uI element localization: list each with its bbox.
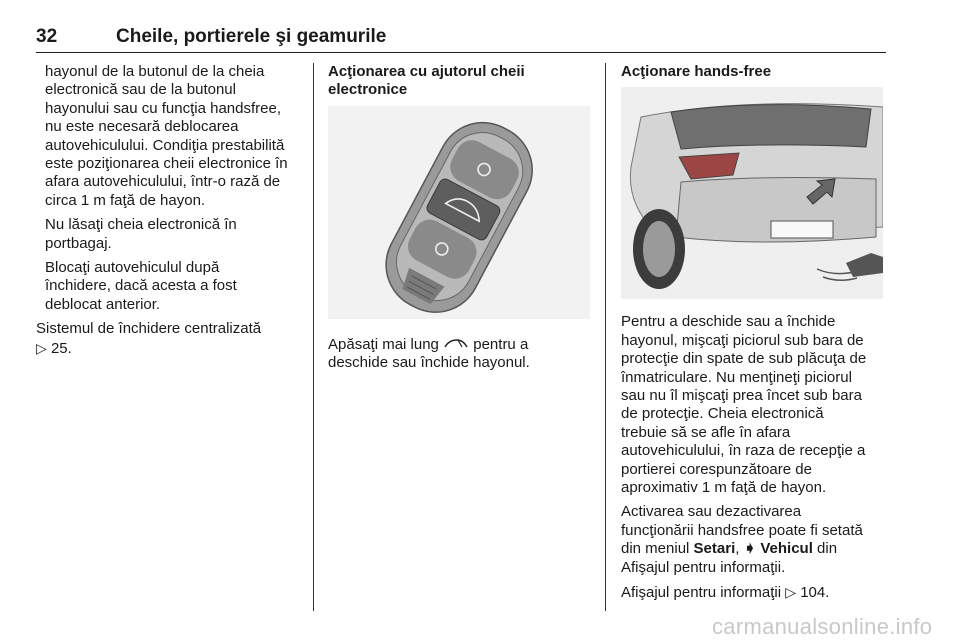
key-fob-icon — [328, 106, 590, 319]
column-divider — [605, 63, 606, 611]
menu-arrow-icon: ➧ — [743, 540, 757, 558]
reference-arrow-icon: ▷ — [36, 339, 47, 356]
hands-free-car-illustration — [621, 87, 883, 299]
reference-arrow-icon: ▷ — [785, 584, 797, 601]
column-2 — [328, 63, 590, 379]
page-reference-link[interactable]: 104. — [796, 584, 830, 602]
central-locking-paragraph: Sistemul de închidere centralizată ▷ 25. — [36, 320, 262, 357]
section-heading-hands-free: Acţionare hands-free — [621, 63, 772, 80]
page-reference-link[interactable]: 25. — [46, 339, 72, 357]
tailgate-icon — [444, 336, 468, 354]
menu-setari: Setari — [693, 540, 736, 558]
electronic-key-illustration — [328, 106, 590, 319]
column-divider — [313, 63, 314, 611]
hands-free-activation-paragraph: Activarea sau dezactivarea funcţionării handsfree poate fi setată din meniul Setari, ➧ Vehicul din Afişajul pentru informaţii. — [621, 503, 863, 576]
chapter-title: Cheile, portierele şi geamurile — [116, 26, 387, 47]
watermark: carmanualsonline.info — [712, 614, 933, 639]
hands-free-instructions: Pentru a deschide sau a închide hayonul, mişcaţi piciorul sub bara de protecţie din spate de sub plăcuţa de înmatriculare. Nu menţineţi piciorul sau nu îl mişcaţi prea încet sub bara de protecţie. Cheia electronică trebuie să se afle în afara autovehiculului, în raza de recepţie a portierei corespunzătoare de aproximativ 1 m faţă de hayon. — [621, 313, 867, 497]
info-display-reference: Afişajul pentru informaţii ▷ 104. — [621, 584, 830, 602]
tailgate-unlock-paragraph: hayonul de la butonul de la cheia electronică sau de la butonul hayonului sau cu funcţia handsfree, nu este necesară deblocarea autovehiculului. Condiţia prestabilită este poziţionarea cheii electronice în afara autovehiculului, într-o rază de circa 1 m faţă de hayon. — [45, 63, 288, 209]
lock-vehicle-paragraph: Blocaţi autovehiculul după închidere, dacă acesta a fost deblocat anterior. — [45, 259, 237, 313]
page-number: 32 — [36, 26, 58, 47]
column-3 — [621, 63, 889, 609]
electronic-key-instruction: Apăsaţi mai lung pentru a deschide sau închide hayonul. — [328, 335, 530, 372]
car-rear-icon — [621, 87, 883, 299]
column-1 — [36, 63, 302, 364]
key-warning-paragraph: Nu lăsaţi cheia electronică în portbagaj. — [45, 216, 237, 252]
section-heading-electronic-key: Acţionarea cu ajutorul cheii electronice — [328, 63, 525, 99]
menu-vehicul: Vehicul — [756, 540, 813, 558]
page-header — [36, 26, 886, 53]
